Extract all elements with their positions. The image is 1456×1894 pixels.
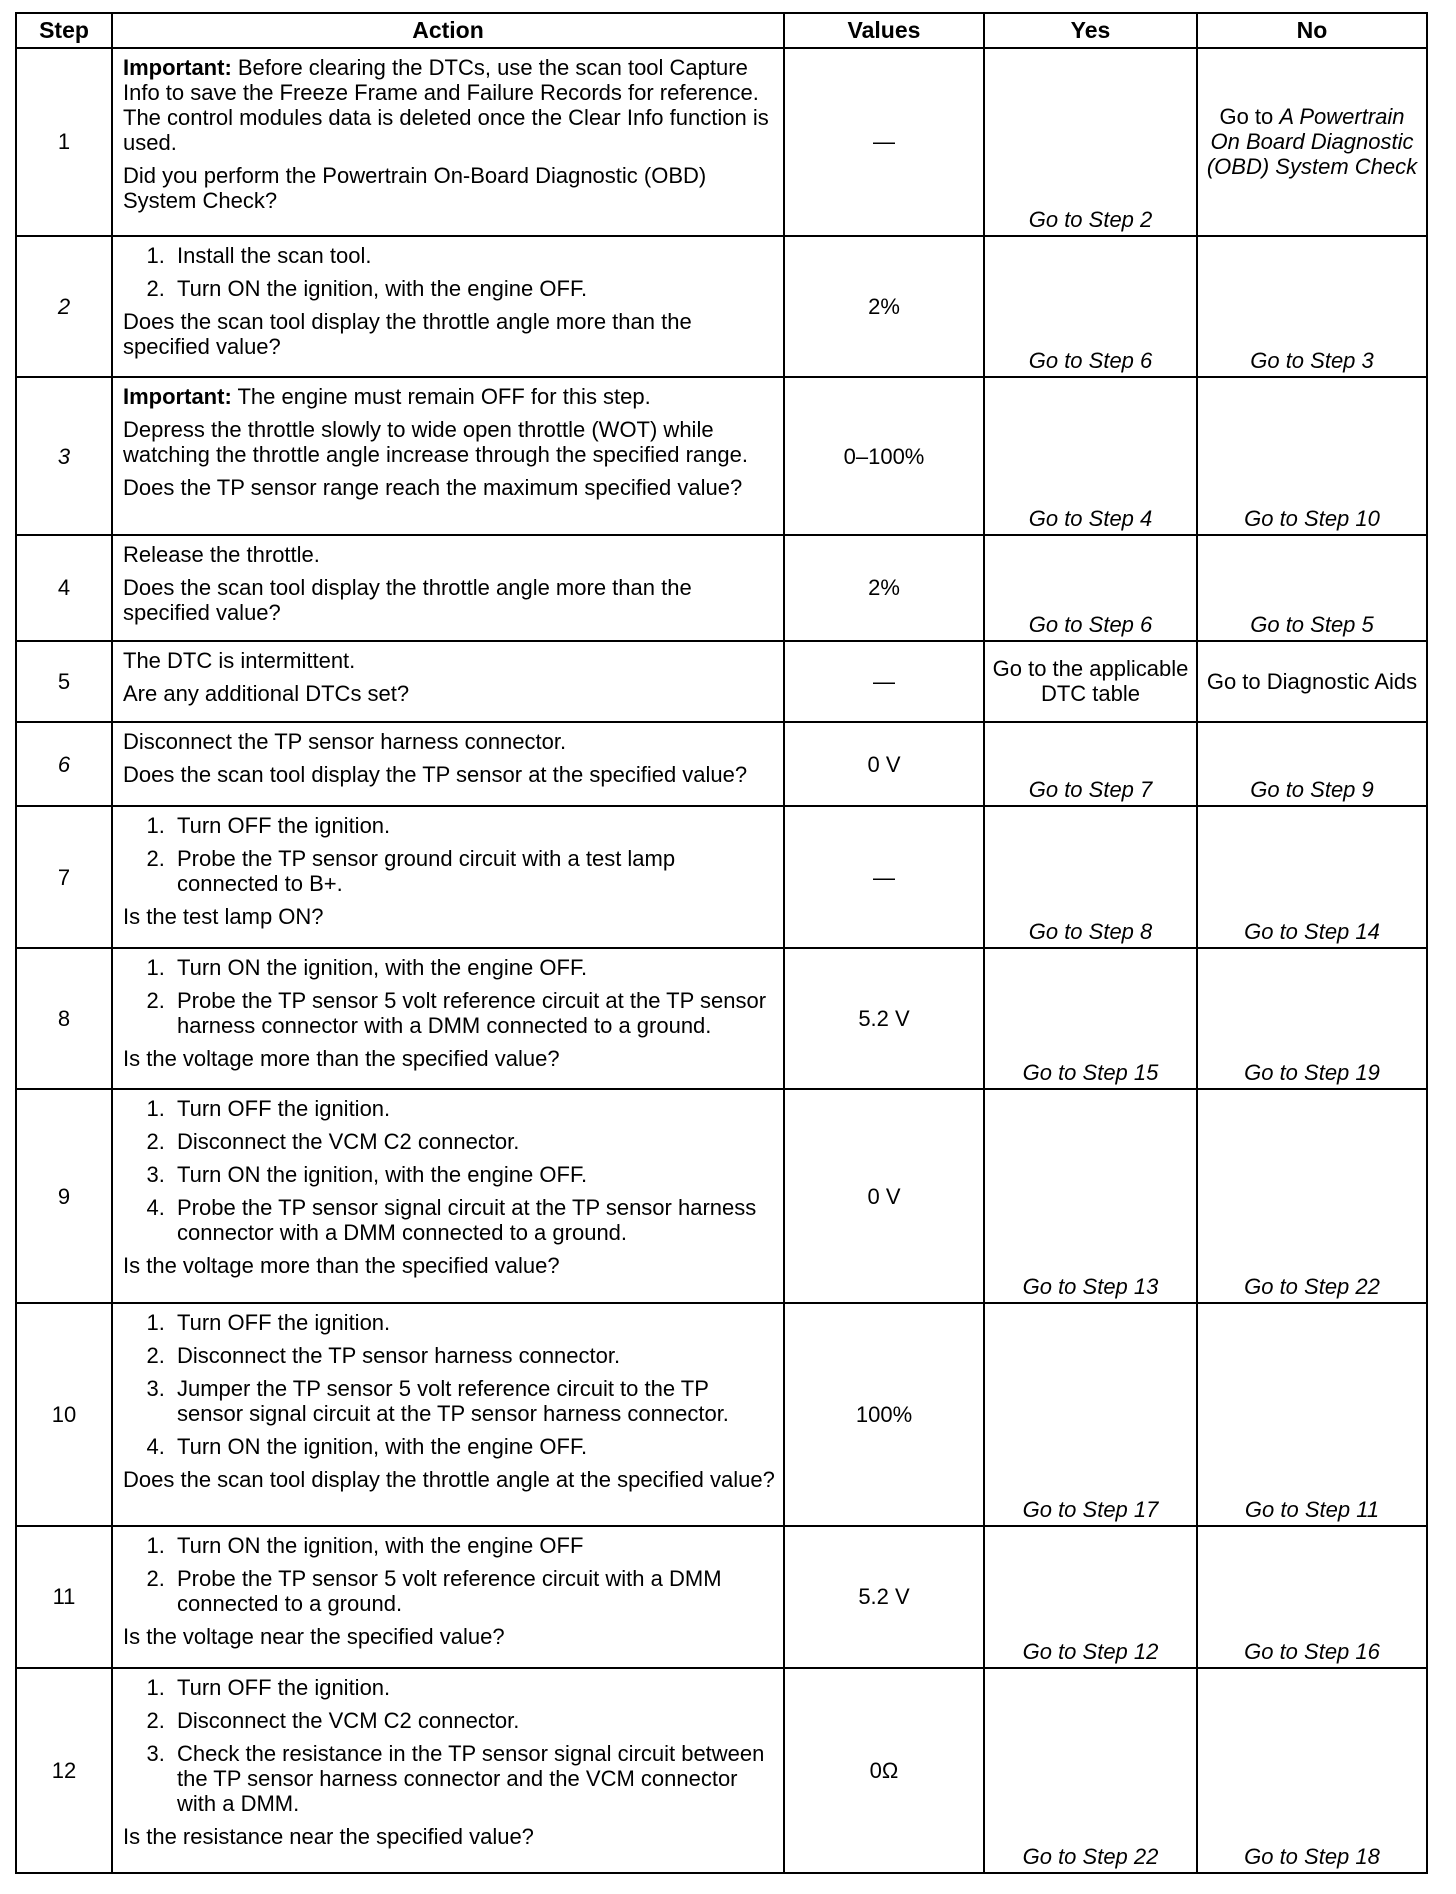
yes-link[interactable]: Go to Step 15 — [984, 948, 1197, 1090]
no-link-target: A Powertrain On Board Diagnostic (OBD) System Check — [1206, 104, 1418, 180]
step-number: 3 — [16, 377, 112, 535]
action-question: Is the resistance near the specified value? — [123, 1823, 534, 1849]
action-cell — [112, 1089, 784, 1303]
action-cell — [112, 722, 784, 807]
important-label: Important: — [123, 55, 232, 80]
action-step-item: 2. Disconnect the TP sensor harness connector. — [171, 1343, 775, 1368]
action-cell — [112, 236, 784, 378]
action-cell — [112, 1526, 784, 1668]
yes-link[interactable]: Go to Step 22 — [984, 1668, 1197, 1873]
action-question: Are any additional DTCs set? — [123, 680, 410, 706]
action-step-item: 2. Probe the TP sensor ground circuit with a test lamp connected to B+. — [171, 846, 775, 896]
header-action: Action — [112, 13, 784, 48]
yes-link[interactable]: Go to Step 6 — [984, 236, 1197, 378]
no-link-prefix: Go to — [1219, 104, 1280, 130]
action-step-item: 3. Jumper the TP sensor 5 volt reference circuit to the TP sensor signal circuit at the TP sensor harness connector. — [171, 1376, 775, 1426]
step-number: 1 — [16, 48, 112, 236]
action-text: Disconnect the TP sensor harness connector. — [123, 728, 567, 754]
action-cell — [112, 1668, 784, 1873]
no-link[interactable]: Go to Step 9 — [1197, 722, 1427, 807]
action-step-item: 1. Turn OFF the ignition. — [171, 1096, 775, 1121]
action-step-item: 3. Turn ON the ignition, with the engine OFF. — [171, 1162, 775, 1187]
table-row — [16, 1668, 1427, 1873]
action-step-item: 2. Probe the TP sensor 5 volt reference circuit with a DMM connected to a ground. — [171, 1566, 775, 1616]
value-cell: 2% — [784, 535, 984, 640]
action-cell — [112, 48, 784, 236]
step-number: 5 — [16, 641, 112, 722]
yes-link[interactable]: Go to Step 4 — [984, 377, 1197, 535]
yes-link[interactable]: Go to Step 2 — [984, 48, 1197, 236]
value-cell: 5.2 V — [784, 1526, 984, 1668]
table-row — [16, 48, 1427, 236]
no-link[interactable]: Go to Step 19 — [1197, 948, 1427, 1090]
action-question: Does the scan tool display the throttle angle more than the specified value? — [123, 308, 692, 359]
action-text: Depress the throttle slowly to wide open throttle (WOT) while watching the throttle angle increase through the specified range. — [123, 417, 748, 468]
action-question: Is the voltage more than the specified value? — [123, 1253, 560, 1279]
value-cell: 2% — [784, 236, 984, 378]
action-step-item: 1. Turn ON the ignition, with the engine OFF. — [171, 955, 775, 980]
diagnostic-table — [15, 12, 1428, 1874]
action-steps — [123, 243, 775, 301]
step-number: 11 — [16, 1526, 112, 1668]
action-step-item: 1. Turn ON the ignition, with the engine OFF — [171, 1533, 775, 1558]
table-row — [16, 377, 1427, 535]
value-cell: 0 V — [784, 1089, 984, 1303]
no-link[interactable]: Go to Step 18 — [1197, 1668, 1427, 1873]
table-row — [16, 1089, 1427, 1303]
table-row — [16, 806, 1427, 948]
action-steps — [123, 1675, 775, 1816]
no-link[interactable]: Go to Step 14 — [1197, 806, 1427, 948]
header-no: No — [1197, 13, 1427, 48]
value-cell: 100% — [784, 1303, 984, 1526]
no-link[interactable]: Go to Step 5 — [1197, 535, 1427, 640]
no-link[interactable]: Go to Step 10 — [1197, 377, 1427, 535]
table-row — [16, 641, 1427, 722]
step-number: 8 — [16, 948, 112, 1090]
important-text: Before clearing the DTCs, use the scan tool Capture Info to save the Freeze Frame and Failure Records for reference. The control modules data is deleted once the Clear Info function is used. — [123, 55, 769, 155]
yes-link[interactable]: Go to Step 13 — [984, 1089, 1197, 1303]
action-step-item: 1. Turn OFF the ignition. — [171, 1310, 775, 1335]
yes-link[interactable]: Go to Step 6 — [984, 535, 1197, 640]
action-step-item: 1. Install the scan tool. — [171, 243, 775, 268]
no-link[interactable]: Go to Step 16 — [1197, 1526, 1427, 1668]
step-number: 9 — [16, 1089, 112, 1303]
step-number: 4 — [16, 535, 112, 640]
action-steps — [123, 955, 775, 1038]
action-step-item: 2. Disconnect the VCM C2 connector. — [171, 1708, 775, 1733]
action-question: Does the scan tool display the throttle angle more than the specified value? — [123, 575, 692, 626]
value-cell: — — [784, 641, 984, 722]
action-steps — [123, 813, 775, 896]
step-number: 6 — [16, 722, 112, 807]
action-steps — [123, 1533, 775, 1616]
value-cell: 5.2 V — [784, 948, 984, 1090]
important-note — [123, 55, 775, 155]
action-question: Is the voltage more than the specified value? — [123, 1045, 560, 1071]
action-question: Does the TP sensor range reach the maximum specified value? — [123, 475, 743, 501]
value-cell: 0 V — [784, 722, 984, 807]
yes-link[interactable]: Go to the applicable DTC table — [984, 641, 1197, 722]
value-cell: 0Ω — [784, 1668, 984, 1873]
action-step-item: 4. Probe the TP sensor signal circuit at the TP sensor harness connector with a DMM connected to a ground. — [171, 1195, 775, 1245]
action-question: Does the scan tool display the TP sensor at the specified value? — [123, 761, 748, 787]
action-step-item: 1. Turn OFF the ignition. — [171, 813, 775, 838]
action-steps — [123, 1096, 775, 1245]
no-link[interactable]: Go to Step 3 — [1197, 236, 1427, 378]
action-step-item: 1. Turn OFF the ignition. — [171, 1675, 775, 1700]
header-step: Step — [16, 13, 112, 48]
table-row — [16, 1526, 1427, 1668]
table-row — [16, 1303, 1427, 1526]
step-number: 7 — [16, 806, 112, 948]
header-yes: Yes — [984, 13, 1197, 48]
value-cell: 0–100% — [784, 377, 984, 535]
step-number: 12 — [16, 1668, 112, 1873]
action-step-item: 2. Probe the TP sensor 5 volt reference circuit at the TP sensor harness connector with a DMM connected to a ground. — [171, 988, 775, 1038]
action-text: Release the throttle. — [123, 542, 320, 568]
no-link[interactable] — [1197, 48, 1427, 236]
no-link[interactable]: Go to Diagnostic Aids — [1197, 641, 1427, 722]
action-question: Does the scan tool display the throttle angle at the specified value? — [123, 1467, 775, 1493]
action-step-item: 3. Check the resistance in the TP sensor signal circuit between the TP sensor harness connector and the VCM connector with a DMM. — [171, 1741, 775, 1816]
important-label: Important: — [123, 384, 232, 410]
step-number: 2 — [16, 236, 112, 378]
action-question: Did you perform the Powertrain On-Board Diagnostic (OBD) System Check? — [123, 163, 707, 213]
action-step-item: 2. Disconnect the VCM C2 connector. — [171, 1129, 775, 1154]
important-note — [123, 384, 775, 409]
table-row — [16, 236, 1427, 378]
table-row — [16, 722, 1427, 807]
action-cell — [112, 377, 784, 535]
action-cell — [112, 535, 784, 640]
diagnostic-table-page — [15, 12, 1426, 1874]
action-cell — [112, 948, 784, 1090]
value-cell: — — [784, 806, 984, 948]
yes-link[interactable]: Go to Step 17 — [984, 1303, 1197, 1526]
yes-link[interactable]: Go to Step 8 — [984, 806, 1197, 948]
table-row — [16, 535, 1427, 640]
action-question: Is the test lamp ON? — [123, 904, 324, 930]
yes-link[interactable]: Go to Step 7 — [984, 722, 1197, 807]
action-step-item: 2. Turn ON the ignition, with the engine OFF. — [171, 276, 775, 301]
action-step-item: 4. Turn ON the ignition, with the engine OFF. — [171, 1434, 775, 1459]
value-cell: — — [784, 48, 984, 236]
action-cell — [112, 1303, 784, 1526]
action-cell — [112, 806, 784, 948]
header-row — [16, 13, 1427, 48]
action-steps — [123, 1310, 775, 1459]
header-values: Values — [784, 13, 984, 48]
table-row — [16, 948, 1427, 1090]
yes-link[interactable]: Go to Step 12 — [984, 1526, 1197, 1668]
action-text: The DTC is intermittent. — [123, 647, 356, 673]
no-link[interactable]: Go to Step 22 — [1197, 1089, 1427, 1303]
action-cell — [112, 641, 784, 722]
step-number: 10 — [16, 1303, 112, 1526]
no-link[interactable]: Go to Step 11 — [1197, 1303, 1427, 1526]
action-question: Is the voltage near the specified value? — [123, 1624, 505, 1650]
important-text: The engine must remain OFF for this step. — [231, 384, 651, 410]
